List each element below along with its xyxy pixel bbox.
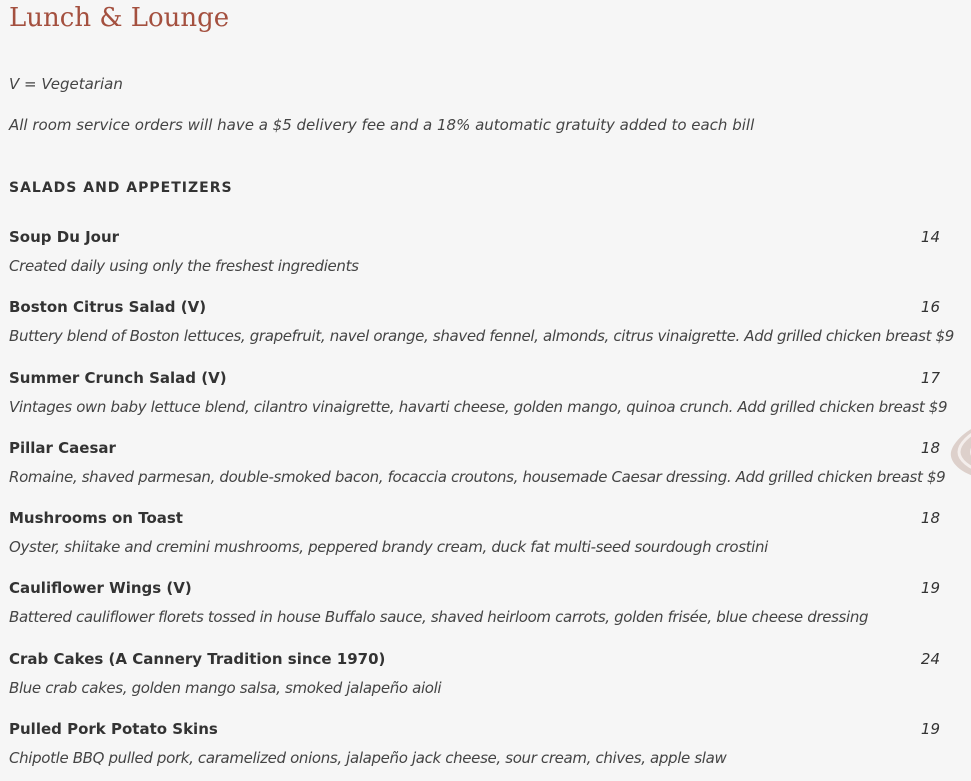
item-price: 19: [920, 579, 940, 598]
section-heading: SALADS AND APPETIZERS: [9, 180, 233, 196]
item-price: 16: [920, 298, 940, 317]
item-description: Chipotle BBQ pulled pork, caramelized onions, jalapeño jack cheese, sour cream, chives, apple slaw: [9, 749, 727, 768]
item-price: 24: [920, 649, 940, 668]
item-description: Blue crab cakes, golden mango salsa, smoked jalapeño aioli: [9, 678, 442, 697]
item-name: Summer Crunch Salad (V): [9, 368, 227, 387]
item-price: 17: [920, 368, 940, 387]
menu-item: [9, 649, 940, 719]
vegetarian-legend: V = Vegetarian: [9, 75, 123, 93]
item-price: 18: [920, 438, 940, 457]
item-price: 19: [920, 720, 940, 739]
item-description: Romaine, shaved parmesan, double-smoked bacon, focaccia croutons, housemade Caesar dressing. Add grilled chicken breast $9: [9, 467, 946, 486]
item-name: Mushrooms on Toast: [9, 509, 183, 528]
item-name: Pillar Caesar: [9, 438, 116, 457]
item-description: Vintages own baby lettuce blend, cilantro vinaigrette, havarti cheese, golden mango, quinoa crunch. Add grilled chicken breast $9: [9, 397, 948, 416]
page-title: Lunch & Lounge: [9, 3, 230, 33]
menu-item: [9, 578, 940, 648]
service-fee-note: All room service orders will have a $5 delivery fee and a 18% automatic gratuity added to each bill: [9, 116, 755, 134]
scroll-ornament-icon: [947, 418, 971, 480]
menu-item: [9, 438, 946, 508]
item-name: Boston Citrus Salad (V): [9, 298, 207, 317]
item-description: Battered cauliflower florets tossed in house Buffalo sauce, shaved heirloom carrots, golden frisée, blue cheese dressing: [9, 608, 869, 627]
menu-item: [9, 719, 940, 781]
item-price: 14: [920, 228, 940, 246]
item-name: Cauliflower Wings (V): [9, 579, 192, 598]
item-name: Crab Cakes (A Cannery Tradition since 1970): [9, 649, 386, 668]
item-description: Buttery blend of Boston lettuces, grapefruit, navel orange, shaved fennel, almonds, citrus vinaigrette. Add grilled chicken breast $9: [9, 327, 954, 346]
menu-item: [9, 508, 940, 578]
menu-item: [9, 227, 940, 297]
item-name: Pulled Pork Potato Skins: [9, 720, 218, 739]
item-description: Created daily using only the freshest ingredients: [9, 257, 359, 275]
item-name: Soup Du Jour: [9, 228, 120, 246]
menu-item: [9, 368, 948, 438]
menu-item: [9, 297, 954, 367]
menu-items-list: [9, 227, 954, 781]
item-price: 18: [920, 509, 940, 528]
item-description: Oyster, shiitake and cremini mushrooms, peppered brandy cream, duck fat multi-seed sourdough crostini: [9, 538, 768, 557]
